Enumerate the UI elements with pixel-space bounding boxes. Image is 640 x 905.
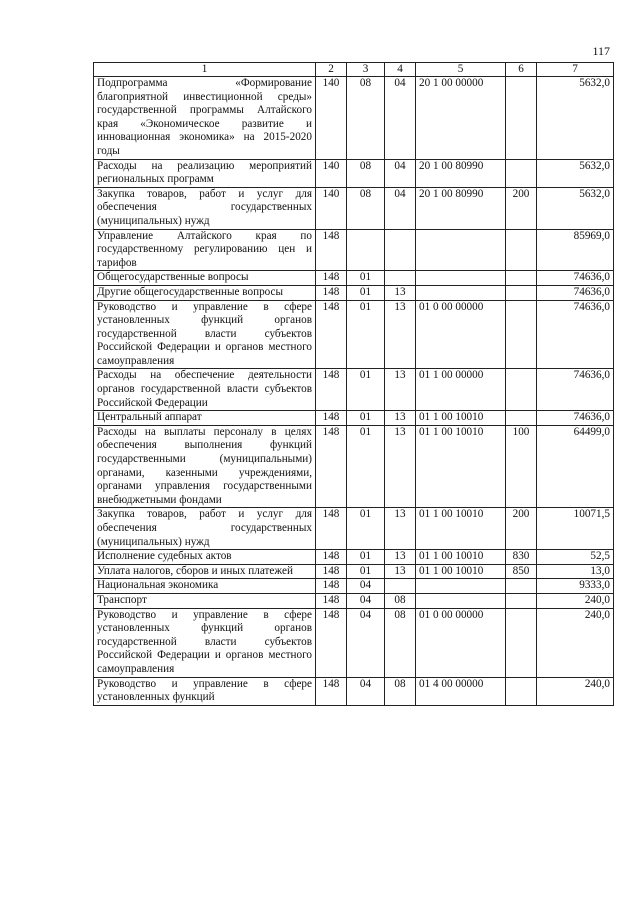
header-row: [94, 63, 614, 77]
cell-target-article: 01 1 00 10010: [416, 411, 506, 426]
cell-amount: 9333,0: [537, 579, 614, 594]
cell-admin-code: 148: [316, 285, 347, 300]
cell-admin-code: 148: [316, 608, 347, 677]
cell-section: 04: [347, 579, 385, 594]
cell-target-article: [416, 579, 506, 594]
cell-expense-type: [506, 271, 537, 286]
cell-subsection: 04: [385, 159, 416, 187]
cell-amount: 5632,0: [537, 187, 614, 229]
cell-subsection: 13: [385, 411, 416, 426]
cell-admin-code: 148: [316, 369, 347, 411]
cell-subsection: 08: [385, 593, 416, 608]
cell-admin-code: 140: [316, 77, 347, 160]
table-row: [94, 187, 614, 229]
cell-amount: 64499,0: [537, 425, 614, 508]
cell-admin-code: 148: [316, 593, 347, 608]
cell-admin-code: 148: [316, 411, 347, 426]
cell-subsection: 13: [385, 369, 416, 411]
cell-target-article: [416, 593, 506, 608]
table-row: [94, 77, 614, 160]
cell-name: Центральный аппарат: [94, 411, 316, 426]
budget-table: [93, 62, 614, 706]
cell-subsection: 04: [385, 77, 416, 160]
cell-subsection: 13: [385, 425, 416, 508]
cell-expense-type: [506, 300, 537, 369]
cell-subsection: 08: [385, 677, 416, 705]
cell-expense-type: 100: [506, 425, 537, 508]
cell-subsection: 13: [385, 550, 416, 565]
cell-section: 04: [347, 593, 385, 608]
cell-name: Руководство и управление в сфере установленных функций: [94, 677, 316, 705]
cell-expense-type: [506, 285, 537, 300]
header-col-1: 1: [94, 63, 316, 77]
cell-amount: 5632,0: [537, 159, 614, 187]
table-row: [94, 159, 614, 187]
cell-target-article: [416, 285, 506, 300]
header-col-5: 5: [416, 63, 506, 77]
table-body: [94, 77, 614, 706]
table-row: [94, 285, 614, 300]
cell-subsection: 04: [385, 187, 416, 229]
cell-expense-type: [506, 411, 537, 426]
cell-target-article: [416, 271, 506, 286]
cell-expense-type: 850: [506, 564, 537, 579]
cell-section: 01: [347, 271, 385, 286]
table-row: [94, 369, 614, 411]
cell-amount: 240,0: [537, 608, 614, 677]
cell-name: Управление Алтайского края по государственному регулированию цен и тарифов: [94, 229, 316, 271]
cell-amount: 74636,0: [537, 285, 614, 300]
cell-expense-type: [506, 77, 537, 160]
cell-expense-type: [506, 579, 537, 594]
cell-section: 04: [347, 608, 385, 677]
cell-expense-type: [506, 229, 537, 271]
page-number: 117: [592, 44, 610, 58]
header-col-4: 4: [385, 63, 416, 77]
cell-name: Общегосударственные вопросы: [94, 271, 316, 286]
table-row: [94, 271, 614, 286]
cell-name: Расходы на обеспечение деятельности органов государственной власти субъектов Российской Федерации: [94, 369, 316, 411]
cell-expense-type: [506, 159, 537, 187]
cell-admin-code: 140: [316, 159, 347, 187]
cell-name: Исполнение судебных актов: [94, 550, 316, 565]
cell-admin-code: 140: [316, 187, 347, 229]
header-col-3: 3: [347, 63, 385, 77]
cell-amount: 13,0: [537, 564, 614, 579]
cell-name: Руководство и управление в сфере установленных функций органов государственной власти субъектов Российской Федерации и органов местного самоуправления: [94, 300, 316, 369]
cell-section: 01: [347, 369, 385, 411]
cell-subsection: 13: [385, 508, 416, 550]
cell-target-article: 01 0 00 00000: [416, 300, 506, 369]
cell-section: 01: [347, 508, 385, 550]
table-row: [94, 579, 614, 594]
cell-expense-type: 200: [506, 508, 537, 550]
cell-section: 01: [347, 425, 385, 508]
cell-admin-code: 148: [316, 579, 347, 594]
table-row: [94, 411, 614, 426]
table-row: [94, 508, 614, 550]
cell-target-article: 01 0 00 00000: [416, 608, 506, 677]
cell-amount: 10071,5: [537, 508, 614, 550]
cell-subsection: [385, 579, 416, 594]
table-row: [94, 425, 614, 508]
cell-subsection: [385, 229, 416, 271]
table-row: [94, 300, 614, 369]
cell-target-article: 01 4 00 00000: [416, 677, 506, 705]
table-row: [94, 229, 614, 271]
cell-amount: 74636,0: [537, 300, 614, 369]
table-row: [94, 564, 614, 579]
cell-target-article: [416, 229, 506, 271]
cell-name: Расходы на выплаты персоналу в целях обеспечения выполнения функций государственными (муниципальными) органами, казенными учреждениями, органами управления государственными внебюджетными фондами: [94, 425, 316, 508]
cell-amount: 74636,0: [537, 411, 614, 426]
cell-admin-code: 148: [316, 508, 347, 550]
cell-expense-type: 830: [506, 550, 537, 565]
cell-admin-code: 148: [316, 550, 347, 565]
cell-amount: 85969,0: [537, 229, 614, 271]
cell-amount: 52,5: [537, 550, 614, 565]
cell-section: 01: [347, 285, 385, 300]
cell-name: Подпрограмма «Формирование благоприятной инвестиционной среды» государственной программы Алтайского края «Экономическое развитие и инновационная экономика» на 2015-2020 годы: [94, 77, 316, 160]
cell-name: Закупка товаров, работ и услуг для обеспечения государственных (муниципальных) нужд: [94, 508, 316, 550]
cell-admin-code: 148: [316, 271, 347, 286]
header-col-6: 6: [506, 63, 537, 77]
cell-target-article: 01 1 00 10010: [416, 508, 506, 550]
cell-admin-code: 148: [316, 300, 347, 369]
cell-section: 08: [347, 77, 385, 160]
cell-amount: 74636,0: [537, 369, 614, 411]
table-row: [94, 608, 614, 677]
cell-target-article: 01 1 00 10010: [416, 550, 506, 565]
cell-target-article: 20 1 00 80990: [416, 159, 506, 187]
cell-expense-type: [506, 677, 537, 705]
table-row: [94, 677, 614, 705]
cell-section: 08: [347, 159, 385, 187]
cell-target-article: 20 1 00 80990: [416, 187, 506, 229]
cell-section: 01: [347, 411, 385, 426]
cell-expense-type: [506, 593, 537, 608]
cell-section: 01: [347, 564, 385, 579]
cell-section: [347, 229, 385, 271]
table-row: [94, 550, 614, 565]
cell-name: Национальная экономика: [94, 579, 316, 594]
cell-target-article: 01 1 00 00000: [416, 369, 506, 411]
cell-name: Уплата налогов, сборов и иных платежей: [94, 564, 316, 579]
cell-name: Закупка товаров, работ и услуг для обеспечения государственных (муниципальных) нужд: [94, 187, 316, 229]
cell-name: Транспорт: [94, 593, 316, 608]
cell-section: 01: [347, 550, 385, 565]
cell-expense-type: [506, 369, 537, 411]
header-col-2: 2: [316, 63, 347, 77]
cell-subsection: [385, 271, 416, 286]
header-col-7: 7: [537, 63, 614, 77]
cell-admin-code: 148: [316, 564, 347, 579]
cell-admin-code: 148: [316, 677, 347, 705]
cell-subsection: 13: [385, 285, 416, 300]
cell-target-article: 20 1 00 00000: [416, 77, 506, 160]
cell-name: Расходы на реализацию мероприятий региональных программ: [94, 159, 316, 187]
cell-name: Другие общегосударственные вопросы: [94, 285, 316, 300]
cell-admin-code: 148: [316, 425, 347, 508]
cell-name: Руководство и управление в сфере установленных функций органов государственной власти субъектов Российской Федерации и органов местного самоуправления: [94, 608, 316, 677]
cell-subsection: 08: [385, 608, 416, 677]
cell-target-article: 01 1 00 10010: [416, 564, 506, 579]
cell-section: 01: [347, 300, 385, 369]
cell-subsection: 13: [385, 300, 416, 369]
cell-amount: 5632,0: [537, 77, 614, 160]
cell-expense-type: 200: [506, 187, 537, 229]
cell-admin-code: 148: [316, 229, 347, 271]
cell-section: 08: [347, 187, 385, 229]
cell-section: 04: [347, 677, 385, 705]
cell-target-article: 01 1 00 10010: [416, 425, 506, 508]
cell-amount: 240,0: [537, 677, 614, 705]
cell-amount: 74636,0: [537, 271, 614, 286]
cell-amount: 240,0: [537, 593, 614, 608]
cell-expense-type: [506, 608, 537, 677]
table-row: [94, 593, 614, 608]
cell-subsection: 13: [385, 564, 416, 579]
